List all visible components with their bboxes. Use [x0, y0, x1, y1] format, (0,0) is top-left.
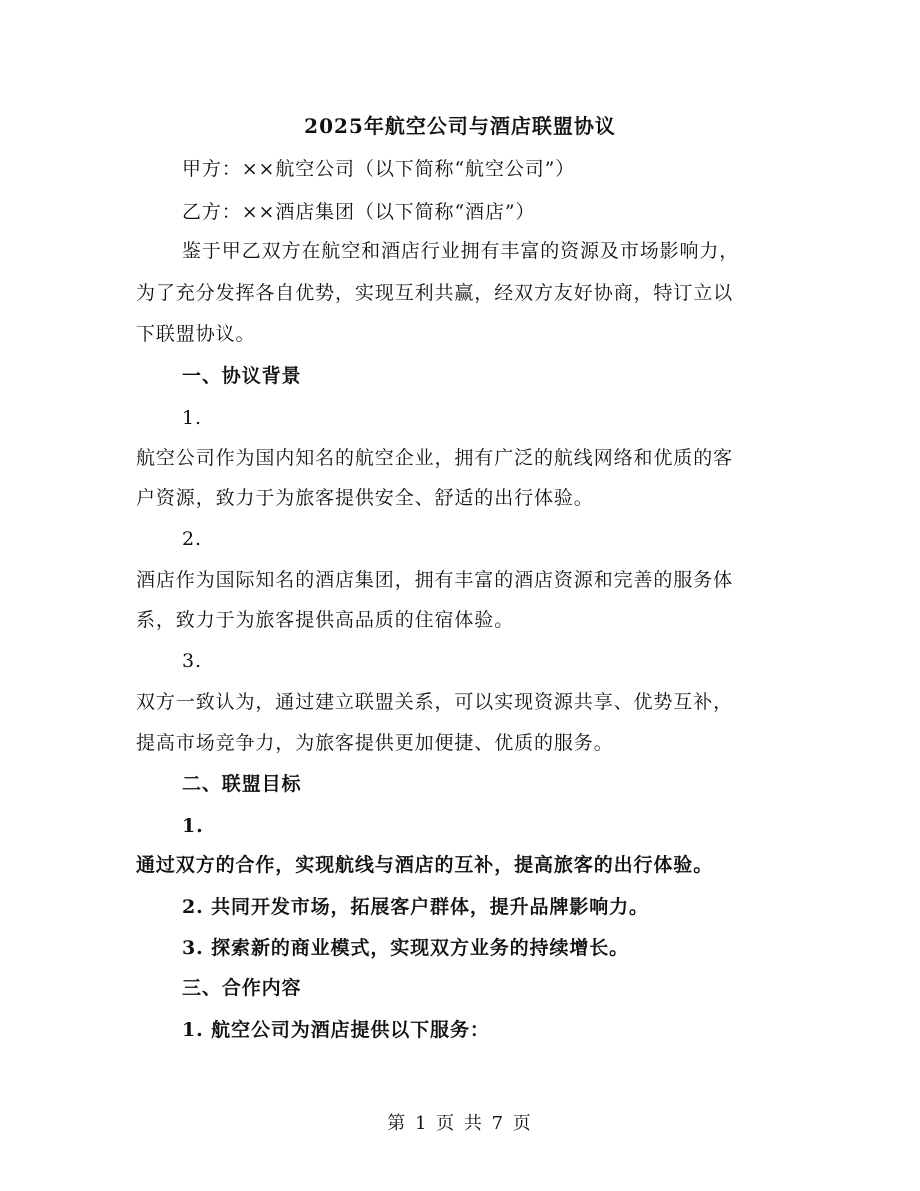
item-number: 1. — [182, 815, 204, 837]
document-title: 2025年航空公司与酒店联盟协议 — [304, 114, 616, 138]
page-footer: 第 1 页 共 7 页 — [387, 1113, 533, 1134]
party-b: 乙方：××酒店集团（以下简称“酒店”） — [182, 201, 536, 223]
section-heading: 二、联盟目标 — [182, 773, 302, 795]
intro-line: 为了充分发挥各自优势，实现互利共赢，经双方友好协商，特订立以 — [136, 282, 734, 304]
item-text: 1. 航空公司为酒店提供以下服务： — [182, 1019, 490, 1041]
section-heading: 三、合作内容 — [182, 977, 302, 999]
item-text: 户资源，致力于为旅客提供安全、舒适的出行体验。 — [136, 487, 594, 509]
item-text: 通过双方的合作，实现航线与酒店的互补，提高旅客的出行体验。 — [136, 854, 714, 876]
item-text: 3. 探索新的商业模式，实现双方业务的持续增长。 — [182, 937, 630, 959]
intro-line: 下联盟协议。 — [136, 323, 256, 345]
item-text: 提高市场竞争力，为旅客提供更加便捷、优质的服务。 — [136, 732, 614, 754]
item-text: 系，致力于为旅客提供高品质的住宿体验。 — [136, 609, 515, 631]
item-text: 航空公司作为国内知名的航空企业，拥有广泛的航线网络和优质的客 — [136, 447, 734, 469]
item-text: 双方一致认为，通过建立联盟关系，可以实现资源共享、优势互补， — [136, 691, 734, 713]
item-text: 酒店作为国际知名的酒店集团，拥有丰富的酒店资源和完善的服务体 — [136, 569, 734, 591]
item-number: 1. — [182, 407, 202, 429]
party-a: 甲方：××航空公司（以下简称“航空公司”） — [182, 158, 576, 180]
section-heading: 一、协议背景 — [182, 365, 302, 387]
intro-line: 鉴于甲乙双方在航空和酒店行业拥有丰富的资源及市场影响力， — [182, 240, 740, 262]
item-number: 2. — [182, 528, 202, 550]
item-text: 2. 共同开发市场，拓展客户群体，提升品牌影响力。 — [182, 896, 649, 918]
item-number: 3. — [182, 650, 202, 672]
